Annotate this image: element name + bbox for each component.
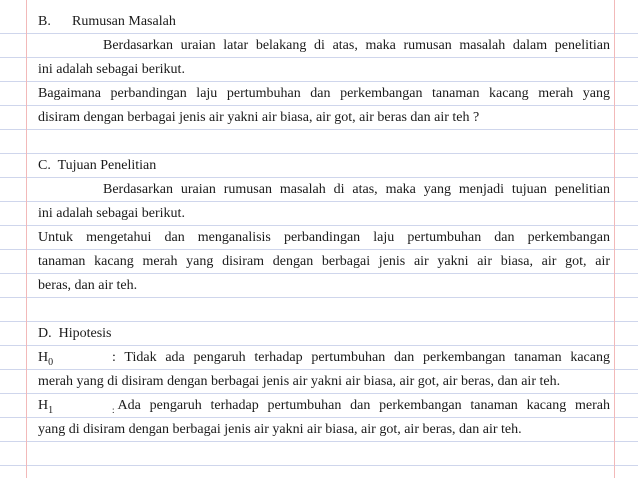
h0-text-line1: : Tidak ada pengaruh terhadap pertumbuhan dan perkembangan tanaman kacang	[112, 350, 610, 365]
section-c-para1-line2: ini adalah sebagai berikut.	[38, 206, 185, 221]
hypothesis-h0-line2: merah yang di disiram dengan berbagai jenis air yakni air biasa, air got, air beras, dan air teh.	[38, 374, 561, 389]
section-c-para2-line2: tanaman kacang merah yang disiram dengan berbagai jenis air yakni air biasa, air got, air	[38, 254, 610, 269]
section-c-para2-line3: beras, dan air teh.	[38, 278, 138, 293]
section-b-title: Rumusan Masalah	[72, 14, 176, 29]
hypothesis-h1-line2: yang di disiram dengan berbagai jenis air yakni air biasa, air got, air beras, dan air teh.	[38, 422, 522, 437]
section-b-para1-line1: Berdasarkan uraian latar belakang di atas, maka rumusan masalah dalam penelitian	[103, 38, 610, 53]
left-margin-line	[26, 0, 27, 478]
hypothesis-h1-line1	[38, 394, 610, 418]
section-b-question-line1: Bagaimana perbandingan laju pertumbuhan dan perkembangan tanaman kacang merah yang	[38, 86, 610, 101]
h0-subscript: 0	[48, 356, 54, 368]
hypothesis-h0-line1	[38, 346, 610, 370]
section-b-letter: B.	[38, 14, 51, 29]
h1-colon: :	[112, 405, 115, 415]
h1-subscript: 1	[48, 404, 54, 416]
section-d-heading: D. Hipotesis	[38, 326, 112, 341]
section-c-para1-line1: Berdasarkan uraian rumusan masalah di atas, maka yang menjadi tujuan penelitian	[103, 182, 610, 197]
section-b-para1-line2: ini adalah sebagai berikut.	[38, 62, 185, 77]
document-page	[38, 10, 610, 442]
section-c-para2-line1: Untuk mengetahui dan menganalisis perbandingan laju pertumbuhan dan perkembangan	[38, 230, 610, 245]
blank-line	[38, 130, 610, 154]
right-margin-line	[614, 0, 615, 478]
h1-text-line1: Ada pengaruh terhadap pertumbuhan dan perkembangan tanaman kacang merah	[117, 398, 610, 413]
h1-symbol: $H_1$	[38, 398, 54, 416]
section-b-question-line2: disiram dengan berbagai jenis air yakni air biasa, air got, air beras dan air teh ?	[38, 110, 480, 125]
section-b-heading	[38, 10, 610, 34]
h0-symbol: $H_0$	[38, 350, 54, 368]
section-c-heading: C. Tujuan Penelitian	[38, 158, 157, 173]
blank-line	[38, 298, 610, 322]
